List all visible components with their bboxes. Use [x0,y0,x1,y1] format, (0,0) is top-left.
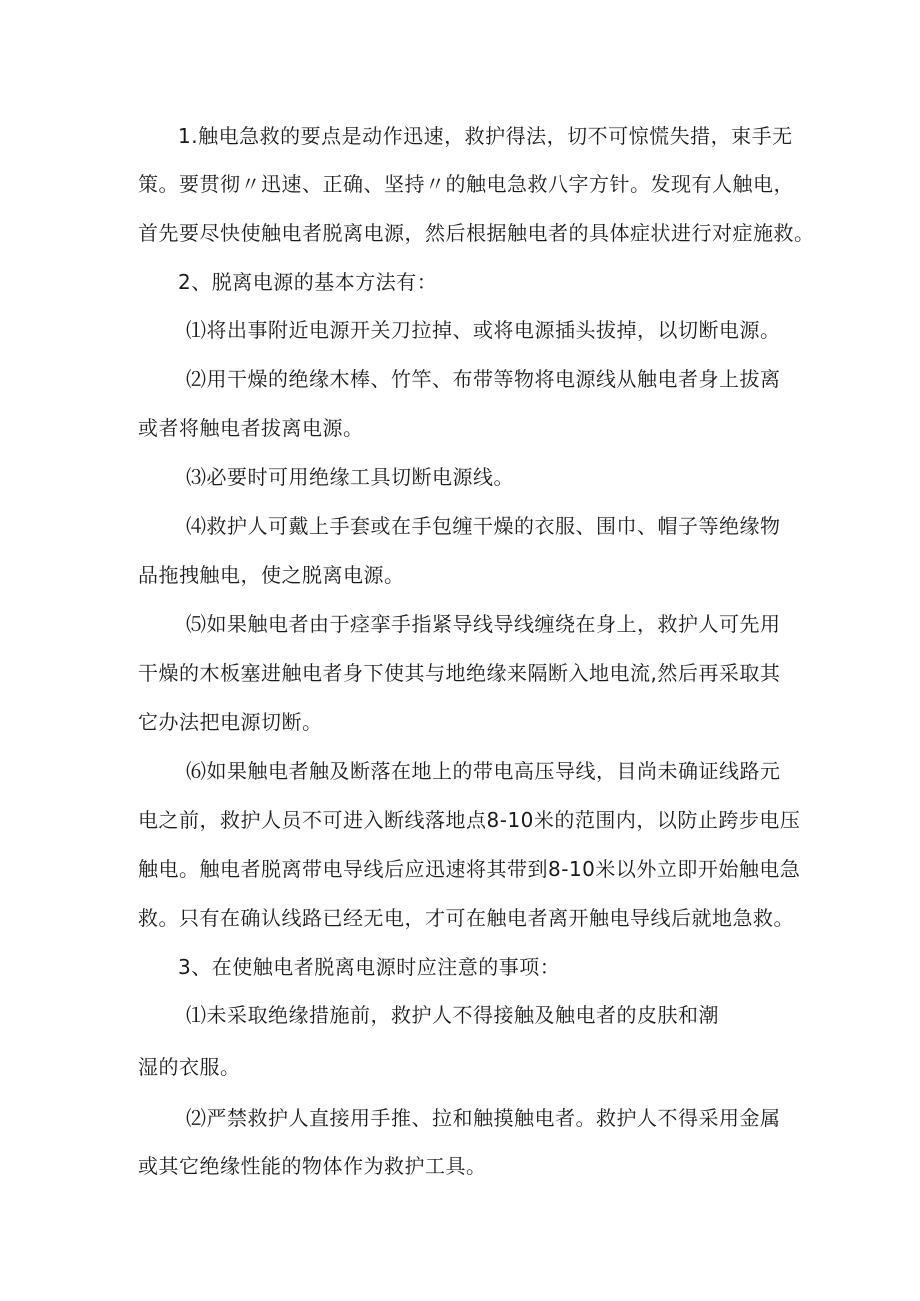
item-2-2-line-2: 或者将触电者拔离电源。 [138,416,364,440]
item-2-5-line-3: 它办法把电源切断。 [138,710,323,734]
item-2-1: ⑴将出事附近电源开关刀拉掉、或将电源插头拔掉，以切断电源。 [186,318,781,342]
item-3-2-line-2: 或其它绝缘性能的物体作为救护工具。 [138,1154,487,1178]
item-2-5-line-1: ⑸如果触电者由于痉挛手指紧导线导线缠绕在身上，救护人可先用 [186,612,781,636]
item-2-4-line-1: ⑷救护人可戴上手套或在手包缠干燥的衣服、围巾、帽子等绝缘物 [186,514,781,538]
item-3-1-line-1: ⑴未采取绝缘措施前，救护人不得接触及触电者的皮肤和潮 [186,1003,719,1027]
item-2-6-line-4: 救。只有在确认线路已经无电，才可在触电者离开触电导线后就地急救。 [138,906,794,930]
item-3-2-line-1: ⑵严禁救护人直接用手推、拉和触摸触电者。救护人不得采用金属 [186,1106,781,1130]
paragraph-1-line-3: 首先要尽快使触电者脱离电源，然后根据触电者的具体症状进行对症施救。 [138,221,815,245]
paragraph-1-line-2: 策。要贯彻〃迅速、正确、坚持〃的触电急救八字方针。发现有人触电， [138,172,794,196]
item-2-6-line-1: ⑹如果触电者触及断落在地上的带电高压导线，目尚未确证线路元 [186,759,781,783]
item-2-5-line-2: 干燥的木板塞进触电者身下使其与地绝缘来隔断入地电流,然后再采取其 [138,661,781,685]
section-2-heading: 2、脱离电源的基本方法有： [178,270,438,294]
item-2-4-line-2: 品拖拽触电，使之脱离电源。 [138,563,405,587]
paragraph-1-line-1: 1.触电急救的要点是动作迅速，救护得法，切不可惊慌失措，束手无 [178,124,793,148]
item-2-6-line-2: 电之前，救护人员不可进入断线落地点8-10米的范围内，以防止跨步电压 [138,808,801,832]
item-2-2-line-1: ⑵用干燥的绝缘木棒、竹竿、布带等物将电源线从触电者身上拔离 [186,367,781,391]
item-3-1-line-2: 湿的衣服。 [138,1055,241,1079]
item-2-3: ⑶必要时可用绝缘工具切断电源线。 [186,465,514,489]
section-3-heading: 3、在使触电者脱离电源时应注意的事项： [178,955,561,979]
item-2-6-line-3: 触电。触电者脱离带电导线后应迅速将其带到8-10米以外立即开始触电急 [138,857,801,881]
